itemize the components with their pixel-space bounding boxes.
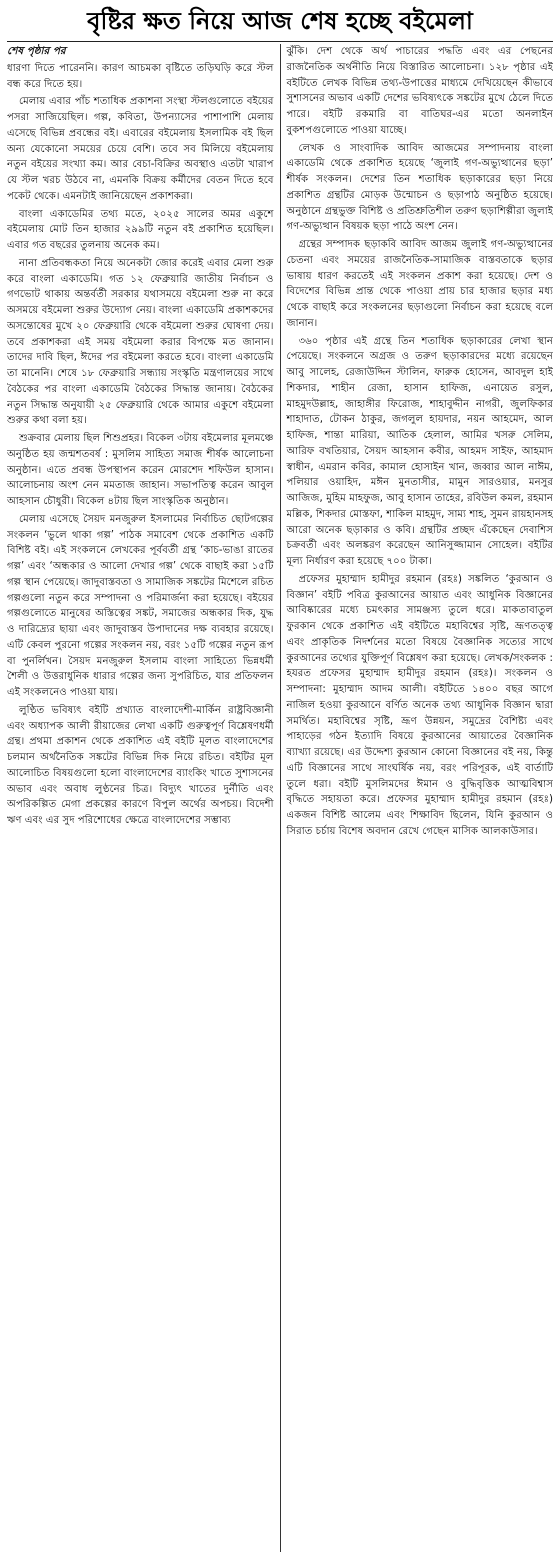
article-column-left [7,44,280,1552]
paragraph: বাংলা একাডেমির তথ্য মতে, ২০২৫ সালের অমর একুশে বইমেলায় মোট তিন হাজার ২৯৯টি নতুন বই প্রকাশিত হয়েছিল। এবার গত বছরের তুলনায় অনেক কম। [7,208,274,251]
continuation-kicker: শেষ পৃষ্ঠার পর [7,45,66,57]
headline: বৃষ্টির ক্ষত নিয়ে আজ শেষ হচ্ছে বইমেলা [87,7,473,35]
paragraph: শুক্রবার মেলায় ছিল শিশুপ্রহর। বিকেল ৩টায় বইমেলার মূলমঞ্চে অনুষ্ঠিত হয় জন্মশতবর্ষ : মুসলিম সাহিত্য সমাজ শীর্ষক আলোচনা অনুষ্ঠান। এতে প্রবন্ধ উপস্থাপন করেন মোরশেদ শফিউল হাসান। আলোচনায় অংশ নেন মমতাজ জাহান। সভাপতিত্ব করেন আবুল আহসান চৌধুরী। বিকেল ৪টায় ছিল সাংস্কৃতিক অনুষ্ঠান। [7,433,274,507]
paragraph: ধারণা দিতে পারেননি। কারণ আচমকা বৃষ্টিতে তড়িঘড়ি করে স্টল বন্ধ করে দিতে হয়। [7,62,274,90]
headline-rule [7,41,553,42]
paragraph: ৩৬০ পৃষ্ঠার এই গ্রন্থে তিন শতাধিক ছড়াকারের লেখা স্থান পেয়েছে। সংকলনে অগ্রজ ও তরুণ ছড়াকারদের মধ্যে রয়েছেন আবু সালেহ, রেজাউদ্দিন স্টালিন, ফারুক হোসেন, আবদুল হাই শিকদার, শাহীন রেজা, হাসান হাফিজ, এনায়েত রসুল, মাহমুদউল্লাহ, জাহাঙ্গীর ফিরোজ, শাহাবুদ্দীন নাগরী, জুলফিকার শাহাদাত, টোকন ঠাকুর, জগলুল হায়দার, নয়ন আহমেদ, আল হাফিজ, শান্তা মারিয়া, আতিক হেলাল, আমির খসরু সেলিম, আরিফ বখতিয়ার, সৈয়দ আহসান কবীর, আহমদ সাইফ, আহমাদ স্বাধীন, এমরান কবির, কামাল হোসাইন খান, জব্বার আল নাঈম, পলিয়ার ওয়াহিদ, মঈন মুনতাসীর, মামুন সারওয়ার, মনসুর আজিজ, মুহিম মাহফুজ, আবু হাসান তাহের, রবিউল কমল, রহমান মল্লিক, শিকদার মোস্তফা, শাকিল মাহমুদ, সাম্য শাহ, সুমন রায়হানসহ আরো অনেক ছড়াকার ও কবি। গ্রন্থটির প্রচ্ছদ এঁকেছেন দেবাশিস চক্রবর্তী এবং অলঙ্করণ করেছেন আনিসুজ্জামান সোহেল। বইটির মূল্য নির্ধারণ করা হয়েছে ৭০০ টাকা। [286,335,553,567]
paragraph: নানা প্রতিবন্ধকতা নিয়ে অনেকটা জোর করেই এবার মেলা শুরু করে বাংলা একাডেমি। গত ১২ ফেব্রুয়ারি জাতীয় নির্বাচন ও গণভোট থাকায় অন্তর্বর্তী সরকার যথাসময়ে বইমেলা শুরু না করে অসময়ে বইমেলা শুরুর উদ্যোগ নেয়। বাংলা একাডেমি প্রকাশকদের অসন্তোষের মুখে ২০ ফেব্রুয়ারি থেকে বইমেলা শুরুর ঘোষণা দেয়। তবে প্রকাশকরা এই সময় বইমেলা করার বিপক্ষে মত জানান। তাদের দাবি ছিল, ঈদের পর বইমেলা করতে হবে। বাংলা একাডেমি তা মানেনি। শেষে ১৮ ফেব্রুয়ারি সন্ধ্যায় সংস্কৃতি মন্ত্রণালয়ের সাথে বৈঠকের পর বাংলা একাডেমি বৈঠকের সিদ্ধান্ত জানায়। বৈঠকের নতুন সিদ্ধান্ত অনুযায়ী ২৫ ফেব্রুয়ারি থেকে আমার একুশে বইমেলা শুরুর কথা বলা হয়। [7,257,274,427]
paragraph: মেলায় এবার পাঁচ শতাধিক প্রকাশনা সংস্থা স্টলগুলোতে বইয়ের পসরা সাজিয়েছিল। গল্প, কবিতা, উপন্যাসের পাশাপাশি মেলায় এসেছে বিভিন্ন প্রবন্ধের বই। এবারের বইমেলায় ইসলামিক বই ছিল অন্য যেকোনো সময়ের চেয়ে বেশি। তবে সব মিলিয়ে বইমেলায় নতুন বইয়ের সংখ্যা কম। আর বেচা-বিক্রির অবস্থাও এতটা খারাপ যে স্টল খরচ উঠবে না, এমনকি বিক্রয় কর্মীদের বেতন দিতে হবে পকেট থেকে। এমনটাই জানিয়েছেন প্রকাশকরা। [7,96,274,202]
paragraph: গ্রন্থের সম্পাদক ছড়াকবি আবিদ আজম জুলাই গণ-অভ্যুত্থানের চেতনা এবং সময়ের রাজনৈতিক-সামাজিক বাস্তবতাকে ছড়ার ভাষায় ধারণ করতেই এই সংকলন প্রকাশ করা হয়েছে। দেশ ও বিদেশের বিভিন্ন প্রান্ত থেকে পাওয়া প্রায় চার হাজার ছড়ার মধ্য থেকে বাছাই করে সংকলনের ছড়াগুলো নির্বাচন করা হয়েছে বলে জানান। [286,239,553,329]
paragraph: লুণ্ঠিত ভবিষ্যৎ বইটি প্রখ্যাত বাংলাদেশী-মার্কিন রাষ্ট্রবিজ্ঞানী এবং অধ্যাপক আলী রীয়াজের লেখা একটি গুরুত্বপূর্ণ বিশ্লেষণধর্মী গ্রন্থ। প্রথমা প্রকাশন থেকে প্রকাশিত এই বইটি মূলত বাংলাদেশের চলমান অর্থনৈতিক সঙ্কটের বিভিন্ন দিক নিয়ে রচিত। বইটির মূল আলোচিত বিষয়গুলো হলো বাংলাদেশের ব্যাংকিং খাতে সুশাসনের অভাব এবং অবাধ লুণ্ঠনের চিত্র। বিদ্যুৎ খাতের দুর্নীতি এবং অপরিকল্পিত মেগা প্রকল্পের কারণে বিপুল অর্থের অপচয়। বিদেশী ঋণ এবং এর সুদ পরিশোধের ক্ষেত্রে বাংলাদেশের সম্ভাব্য [7,704,274,826]
paragraph: মেলায় এসেছে সৈয়দ মনজুরুল ইসলামের নির্বাচিত ছোটগল্পের সংকলন ‘ভুলে থাকা গল্প’ পাঠক সমাবেশ থেকে প্রকাশিত একটি বিশিষ্ট বই। এই সংকলনে লেখকের পূর্ববর্তী গ্রন্থ ‘কাচ-ভাঙা রাতের গল্প’ এবং ‘অন্ধকার ও আলো দেখার গল্প’ থেকে বাছাই করা ১৫টি গল্প স্থান পেয়েছে। জাদুবাস্তবতা ও সামাজিক সঙ্কটের মিশেলে রচিত গল্পগুলো নতুন করে সম্পাদনা ও পরিমার্জনা করা হয়েছে। বইয়ের গল্পগুলোতে মানুষের অস্তিত্বের সঙ্কট, সমাজের অন্ধকার দিক, যুদ্ধ ও দারিদ্র্যের ছায়া এবং জাদুবাস্তব উপাদানের দক্ষ ব্যবহার রয়েছে। এটি কেবল পুরনো গল্পের সংকলন নয়, বরং ১৫টি গল্পের নতুন রূপ বা পুনর্লিখন। সৈয়দ মনজুরুল ইসলাম বাংলা সাহিত্যে ভিন্নধর্মী শৈলী ও উত্তরাধুনিক ধারার গল্পের জন্য সুপরিচিত, যার প্রতিফলন এই সংকলনেও পাওয়া যায়। [7,513,274,698]
paragraph: ঝুঁকি। দেশ থেকে অর্থ পাচারের পদ্ধতি এবং এর পেছনের রাজনৈতিক অর্থনীতি নিয়ে বিস্তারিত আলোচনা। ১২৮ পৃষ্ঠার এই বইটিতে লেখক বিভিন্ন তথ্য-উপাত্তের মাধ্যমে দেখিয়েছেন কীভাবে সুশাসনের অভাব একটি দেশের ভবিষ্যৎকে সঙ্কটের মুখে ঠেলে দিতে পারে। বইটি রকমারি বা বাতিঘর-এর মতো অনলাইন বুকশপগুলোতে পাওয়া যাচ্ছে। [286,46,553,136]
paragraph: লেখক ও সাংবাদিক আবিদ আজমের সম্পাদনায় বাংলা একাডেমি থেকে প্রকাশিত হয়েছে ‘জুলাই গণ-অভ্যুত্থানের ছড়া’ শীর্ষক সংকলন। দেশের তিন শতাধিক ছড়াকারের ছড়া নিয়ে প্রকাশিত গ্রন্থটির মোড়ক উন্মোচন ও ছড়াপাঠ অনুষ্ঠিত হয়েছে। অনুষ্ঠানে গ্রন্থভুক্ত বিশিষ্ট ও প্রতিশ্রুতিশীল তরুণ ছড়াশিল্পীরা জুলাই গণ-অভ্যুত্থান বিষয়ক ছড়া পাঠে অংশ নেন। [286,142,553,233]
article-columns [7,44,553,1552]
paragraph: প্রফেসর মুহাম্মাদ হামীদুর রহমান (রহঃ) সঙ্কলিত ‘কুরআন ও বিজ্ঞান’ বইটি পবিত্র কুরআনের আয়াত এবং আধুনিক বিজ্ঞানের আবিষ্কারের মধ্যে চমৎকার সামঞ্জস্য তুলে ধরে। মাকতাবাতুল ফুরকান থেকে প্রকাশিত এই বইটিতে মহাবিশ্বের সৃষ্টি, ভ্রূণতত্ত্ব এবং প্রাকৃতিক নিদর্শনের মতো বিষয়ে বৈজ্ঞানিক সত্যের সাথে কুরআনের তথ্যের যুক্তিপূর্ণ বিশ্লেষণ করা হয়েছে। লেখক/সংকলক : হযরত প্রফেসর মুহাম্মাদ হামীদুর রহমান (রহঃ)। সংকলন ও সম্পাদনা: মুহাম্মাদ আদম আলী। বইটিতে ১৪০০ বছর আগে নাজিল হওয়া কুরআনে বর্ণিত অনেক তথ্য আধুনিক বিজ্ঞান দ্বারা সমর্থিত। মহাবিশ্বের সৃষ্টি, ভ্রূণ উন্নয়ন, সমুদ্রের বৈশিষ্ট্য এবং পাহাড়ের গঠন ইত্যাদি বিষয়ে কুরআনের আয়াতের বৈজ্ঞানিক ব্যাখ্যা রয়েছে। এর উদ্দেশ্য কুরআন কোনো বিজ্ঞানের বই নয়, কিন্তু এটি বিজ্ঞানের সাথে সাংঘর্ষিক নয়, বরং পরিপূরক, এই বার্তাটি তুলে ধরা। বইটি মুসলিমদের ঈমান ও বুদ্ধিবৃত্তিক আত্মবিশ্বাস বৃদ্ধিতে সহায়তা করে। প্রফেসর মুহাম্মাদ হামীদুর রহমান (রহঃ) একজন বিশিষ্ট আলেম এবং শিক্ষাবিদ ছিলেন, যিনি কুরআন ও সিরাত চর্চায় বিশেষ অবদান রেখে গেছেন মাসিক আলকাউসার। [286,573,553,837]
article-column-right [281,44,554,1552]
